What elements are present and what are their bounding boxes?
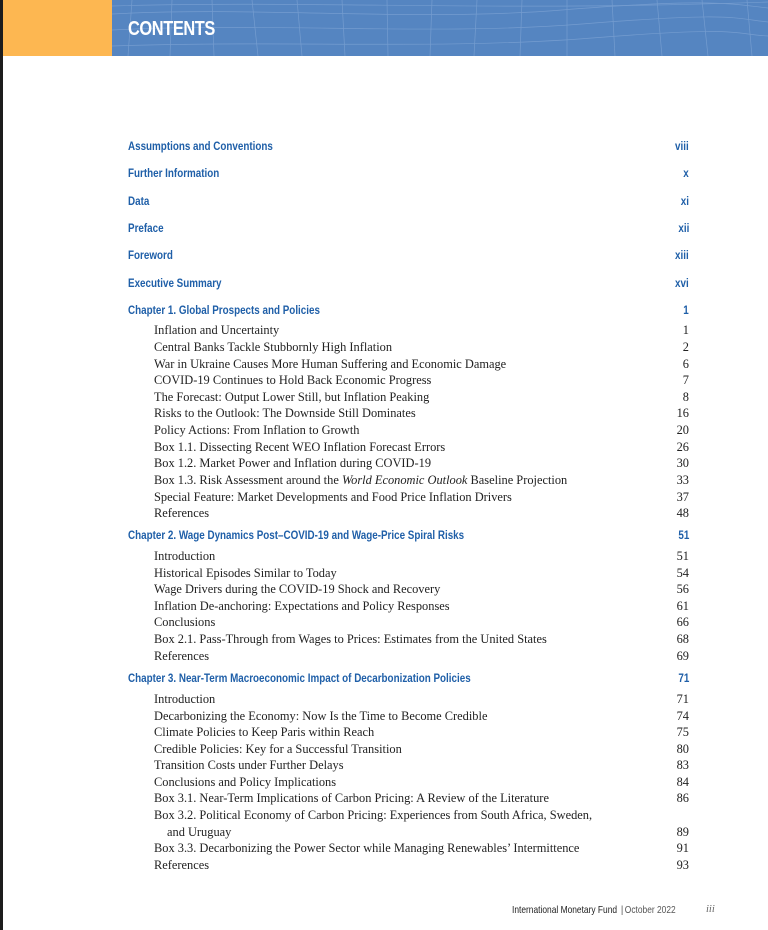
toc-subentry[interactable] (0, 473, 768, 489)
toc-entry-label[interactable]: Further Information (128, 166, 220, 180)
toc-subentry-page[interactable]: 83 (676, 758, 689, 772)
header-accent-block (3, 0, 112, 56)
chapter-title[interactable]: Chapter 1. Global Prospects and Policies (128, 303, 320, 317)
toc-subentry-page[interactable]: 8 (682, 390, 689, 404)
toc-subentry-label[interactable]: Conclusions (154, 615, 216, 629)
toc-subentry[interactable] (0, 841, 768, 857)
label-part: Baseline Projection (467, 473, 568, 487)
toc-subentry-label[interactable]: Central Banks Tackle Stubbornly High Inflation (154, 340, 393, 354)
toc-subentry-label[interactable]: Transition Costs under Further Delays (154, 758, 344, 772)
toc-subentry-label[interactable]: Box 3.2. Political Economy of Carbon Pricing: Experiences from South Africa, Sweden, (154, 808, 593, 822)
toc-subentry-page[interactable]: 71 (676, 692, 689, 706)
toc-subentry-label[interactable]: The Forecast: Output Lower Still, but Inflation Peaking (154, 390, 430, 404)
toc-subentry-label[interactable]: COVID-19 Continues to Hold Back Economic Progress (154, 373, 432, 387)
page-title: CONTENTS (128, 18, 215, 40)
toc-subentry-label[interactable]: Introduction (154, 549, 216, 563)
toc-subentry-page[interactable]: 48 (676, 506, 689, 520)
toc-subentry-label[interactable]: Climate Policies to Keep Paris within Reach (154, 725, 375, 739)
toc-subentry[interactable] (0, 549, 768, 565)
toc-subentry-page[interactable]: 7 (682, 373, 689, 387)
toc-subentry-label[interactable]: Box 1.2. Market Power and Inflation during COVID-19 (154, 456, 432, 470)
toc-subentry-page[interactable]: 20 (676, 423, 689, 437)
toc-subentry-label[interactable] (154, 473, 567, 488)
toc-subentry[interactable] (0, 791, 768, 807)
label-part: Box 1.3. Risk Assessment around the (154, 473, 342, 487)
toc-entry-page[interactable]: xvi (675, 276, 689, 290)
toc-subentry-page[interactable]: 91 (676, 841, 689, 855)
toc-subentry-page[interactable]: 26 (676, 440, 689, 454)
toc-entry-further-information[interactable] (0, 166, 768, 182)
chapter-page[interactable]: 51 (678, 528, 689, 542)
toc-entry-page[interactable]: xi (680, 194, 689, 208)
toc-chapter-2[interactable] (0, 528, 768, 544)
toc-subentry-page[interactable]: 86 (676, 791, 689, 805)
chapter-title[interactable]: Chapter 2. Wage Dynamics Post–COVID-19 and Wage-Price Spiral Risks (128, 528, 465, 542)
toc-subentry-label[interactable]: Inflation De-anchoring: Expectations and Policy Responses (154, 599, 450, 613)
toc-subentry-label[interactable]: War in Ukraine Causes More Human Suffering and Economic Damage (154, 357, 507, 371)
toc-subentry[interactable] (0, 582, 768, 598)
toc-subentry-label[interactable]: Special Feature: Market Developments and Food Price Inflation Drivers (154, 490, 512, 504)
publication-title: World Economic Outlook (341, 473, 468, 487)
toc-subentry-label[interactable]: Credible Policies: Key for a Successful Transition (154, 742, 402, 756)
toc-entry-page[interactable]: x (683, 166, 689, 180)
toc-subentry-label[interactable]: Box 3.3. Decarbonizing the Power Sector while Managing Renewables’ Intermittence (154, 841, 580, 855)
toc-subentry-page[interactable]: 6 (682, 357, 689, 371)
toc-subentry-page[interactable]: 74 (676, 709, 689, 723)
toc-subentry-page[interactable]: 89 (676, 825, 689, 839)
toc-entry-label[interactable]: Foreword (128, 248, 173, 262)
toc-subentry-page[interactable]: 66 (676, 615, 689, 629)
toc-subentry-page[interactable]: 75 (676, 725, 689, 739)
toc-entry-page[interactable]: xii (678, 221, 689, 235)
toc-subentry-continued[interactable] (0, 825, 768, 841)
toc-subentry-label[interactable]: Box 3.1. Near-Term Implications of Carbon Pricing: A Review of the Literature (154, 791, 549, 805)
toc-subentry[interactable] (0, 742, 768, 758)
chapter-page[interactable]: 1 (683, 303, 689, 317)
toc-subentry-page[interactable]: 68 (676, 632, 689, 646)
toc-entry-executive-summary[interactable] (0, 276, 768, 292)
toc-chapter-3[interactable] (0, 671, 768, 687)
toc-subentry[interactable] (0, 725, 768, 741)
toc-subentry-page[interactable]: 1 (682, 323, 689, 337)
toc-subentry[interactable] (0, 632, 768, 648)
toc-subentry[interactable] (0, 340, 768, 356)
toc-subentry-page[interactable]: 30 (676, 456, 689, 470)
toc-subentry-label[interactable]: Box 1.1. Dissecting Recent WEO Inflation Forecast Errors (154, 440, 446, 454)
toc-subentry[interactable] (0, 566, 768, 582)
toc-subentry-label[interactable]: Conclusions and Policy Implications (154, 775, 337, 789)
toc-subentry[interactable] (0, 323, 768, 339)
toc-subentry[interactable] (0, 506, 768, 522)
toc-entry-preface[interactable] (0, 221, 768, 237)
toc-subentry-page[interactable]: 56 (676, 582, 689, 596)
chapter-title[interactable]: Chapter 3. Near-Term Macroeconomic Impact of Decarbonization Policies (128, 671, 471, 685)
toc-entry-label[interactable]: Assumptions and Conventions (128, 139, 273, 153)
toc-subentry-page[interactable]: 51 (676, 549, 689, 563)
toc-subentry[interactable] (0, 456, 768, 472)
toc-subentry[interactable] (0, 808, 768, 824)
toc-subentry[interactable] (0, 649, 768, 665)
toc-subentry[interactable] (0, 406, 768, 422)
footer-publication-line (512, 904, 676, 916)
toc-subentry[interactable] (0, 373, 768, 389)
toc-entry-page[interactable]: xiii (675, 248, 689, 262)
toc-subentry-label[interactable]: Decarbonizing the Economy: Now Is the Time to Become Credible (154, 709, 488, 723)
toc-subentry[interactable] (0, 599, 768, 615)
toc-subentry-label[interactable]: References (154, 649, 210, 663)
toc-subentry-label[interactable]: Box 2.1. Pass-Through from Wages to Prices: Estimates from the United States (154, 632, 547, 646)
toc-subentry[interactable] (0, 758, 768, 774)
toc-subentry-label[interactable]: Policy Actions: From Inflation to Growth (154, 423, 360, 437)
toc-entry-label[interactable]: Executive Summary (128, 276, 222, 290)
toc-entry-assumptions[interactable] (0, 139, 768, 155)
toc-entry-label[interactable]: Data (128, 194, 150, 208)
toc-subentry[interactable] (0, 775, 768, 791)
toc-subentry-page[interactable]: 61 (676, 599, 689, 613)
toc-entry-label[interactable]: Preface (128, 221, 164, 235)
footer-page-number: iii (706, 904, 715, 915)
toc-subentry[interactable] (0, 615, 768, 631)
toc-subentry[interactable] (0, 357, 768, 373)
footer-separator: | (621, 904, 624, 916)
toc-subentry-label[interactable]: References (154, 506, 210, 520)
toc-subentry-label[interactable]: Introduction (154, 692, 216, 706)
footer-date: October 2022 (624, 904, 676, 916)
toc-subentry[interactable] (0, 423, 768, 439)
toc-subentry-label[interactable]: Wage Drivers during the COVID-19 Shock and Recovery (154, 582, 441, 596)
toc-subentry[interactable] (0, 390, 768, 406)
toc-subentry-page[interactable]: 93 (676, 858, 689, 872)
toc-chapter-1[interactable] (0, 303, 768, 319)
toc-entry-page[interactable]: viii (675, 139, 689, 153)
toc-subentry-label[interactable]: References (154, 858, 210, 872)
footer-publisher: International Monetary Fund (512, 904, 618, 916)
toc-subentry-page[interactable]: 80 (676, 742, 689, 756)
toc-subentry-page[interactable]: 37 (676, 490, 689, 504)
toc-entry-foreword[interactable] (0, 248, 768, 264)
toc-subentry-label-continued[interactable]: and Uruguay (167, 825, 232, 839)
chapter-page[interactable]: 71 (678, 671, 689, 685)
toc-subentry[interactable] (0, 440, 768, 456)
toc-subentry[interactable] (0, 858, 768, 874)
toc-subentry-page[interactable]: 16 (676, 406, 689, 420)
toc-subentry[interactable] (0, 709, 768, 725)
toc-subentry[interactable] (0, 490, 768, 506)
toc-subentry-page[interactable]: 84 (676, 775, 689, 789)
toc-subentry-label[interactable]: Historical Episodes Similar to Today (154, 566, 337, 580)
toc-subentry-page[interactable]: 69 (676, 649, 689, 663)
toc-entry-data[interactable] (0, 194, 768, 210)
toc-subentry-label[interactable]: Risks to the Outlook: The Downside Still Dominates (154, 406, 416, 420)
toc-subentry-page[interactable]: 54 (676, 566, 689, 580)
toc-subentry[interactable] (0, 692, 768, 708)
toc-subentry-page[interactable]: 2 (682, 340, 689, 354)
toc-subentry-label[interactable]: Inflation and Uncertainty (154, 323, 280, 337)
toc-subentry-page[interactable]: 33 (676, 473, 689, 487)
